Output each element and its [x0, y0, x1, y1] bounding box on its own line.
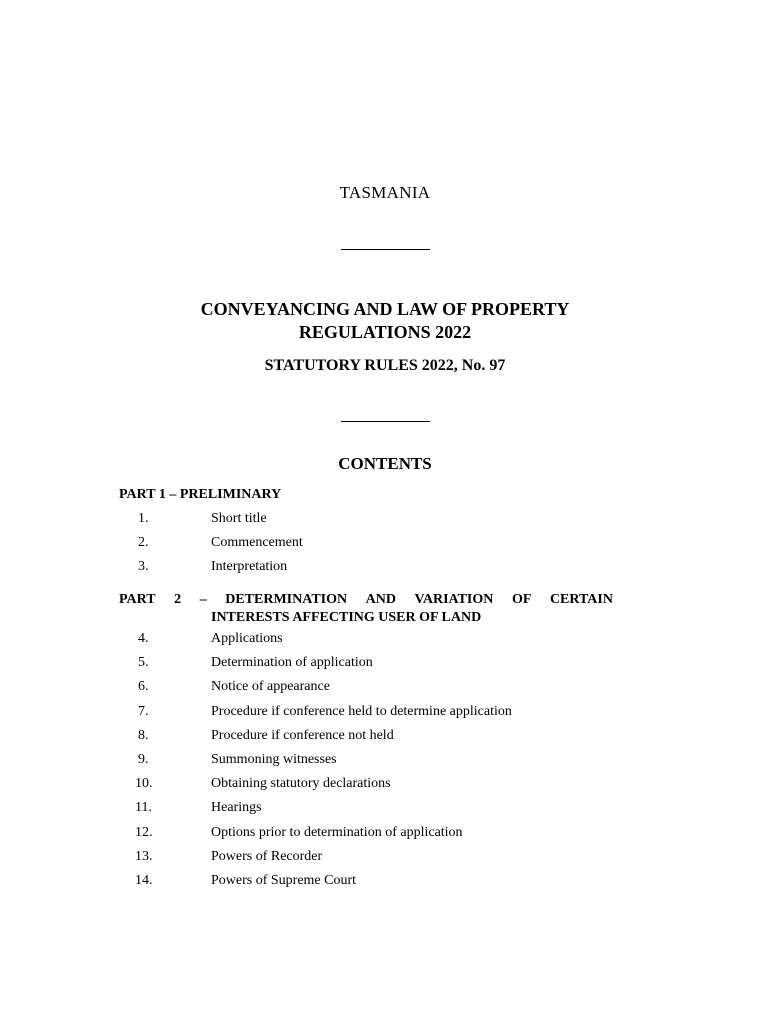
entry-number: 13. [135, 848, 153, 864]
contents-entry[interactable] [0, 655, 770, 679]
entry-label: Commencement [211, 535, 303, 551]
part-1-heading: PART 1 – PRELIMINARY [119, 487, 282, 502]
contents-entry[interactable] [0, 535, 770, 559]
contents-entry[interactable] [0, 825, 770, 849]
entry-label: Obtaining statutory declarations [211, 776, 391, 792]
heading-word: VARIATION [414, 592, 494, 607]
entry-label: Procedure if conference held to determine application [211, 703, 512, 719]
entry-label: Procedure if conference not held [211, 727, 394, 743]
entry-number: 8. [138, 727, 149, 743]
entry-number: 6. [138, 679, 149, 695]
entry-label: Interpretation [211, 559, 288, 575]
regulation-title [0, 298, 770, 344]
part-1-entries [0, 511, 770, 584]
entry-label: Notice of appearance [211, 679, 330, 695]
heading-word: DETERMINATION [225, 592, 348, 607]
contents-entry[interactable] [0, 800, 770, 824]
entry-number: 12. [135, 824, 153, 840]
contents-entry[interactable] [0, 704, 770, 728]
entry-number: 9. [138, 751, 149, 767]
heading-word: CERTAIN [549, 592, 613, 607]
contents-entry[interactable] [0, 511, 770, 535]
contents-entry[interactable] [0, 631, 770, 655]
entry-number: 14. [135, 872, 153, 888]
heading-word: 2 [174, 592, 182, 607]
part-2-heading-line-1 [119, 591, 613, 609]
heading-word: PART [119, 592, 156, 607]
entry-number: 3. [138, 559, 149, 575]
contents-entry[interactable] [0, 728, 770, 752]
entry-number: 4. [138, 631, 149, 646]
contents-entry[interactable] [0, 873, 770, 897]
title-line-2: REGULATIONS 2022 [298, 322, 472, 342]
contents-entry[interactable] [0, 776, 770, 800]
contents-heading: CONTENTS [338, 454, 432, 473]
entry-label: Hearings [211, 800, 262, 816]
heading-word: OF [511, 592, 532, 607]
entry-label: Applications [211, 631, 283, 646]
jurisdiction-heading: TASMANIA [339, 183, 431, 202]
entry-number: 5. [138, 655, 149, 671]
statutory-rules-number: STATUTORY RULES 2022, No. 97 [264, 357, 506, 374]
heading-word: AND [365, 592, 396, 607]
title-line-1: CONVEYANCING AND LAW OF PROPERTY [200, 299, 570, 319]
entry-number: 1. [138, 511, 149, 526]
separator-rule [341, 421, 430, 422]
contents-entry[interactable] [0, 752, 770, 776]
entry-number: 2. [138, 535, 149, 551]
heading-word: – [199, 592, 207, 607]
entry-label: Summoning witnesses [211, 751, 337, 767]
contents-entry[interactable] [0, 559, 770, 583]
contents-entry[interactable] [0, 679, 770, 703]
contents-entry[interactable] [0, 849, 770, 873]
entry-label: Determination of application [211, 655, 373, 671]
entry-number: 11. [135, 800, 152, 816]
entry-number: 10. [135, 776, 153, 792]
entry-label: Powers of Recorder [211, 848, 323, 864]
part-2-heading [119, 591, 613, 627]
entry-number: 7. [138, 703, 149, 719]
separator-rule [341, 249, 430, 250]
entry-label: Powers of Supreme Court [211, 872, 357, 888]
entry-label: Short title [211, 511, 267, 526]
part-2-entries [0, 631, 770, 897]
part-2-heading-line-2: INTERESTS AFFECTING USER OF LAND [211, 610, 482, 625]
entry-label: Options prior to determination of application [211, 824, 463, 840]
